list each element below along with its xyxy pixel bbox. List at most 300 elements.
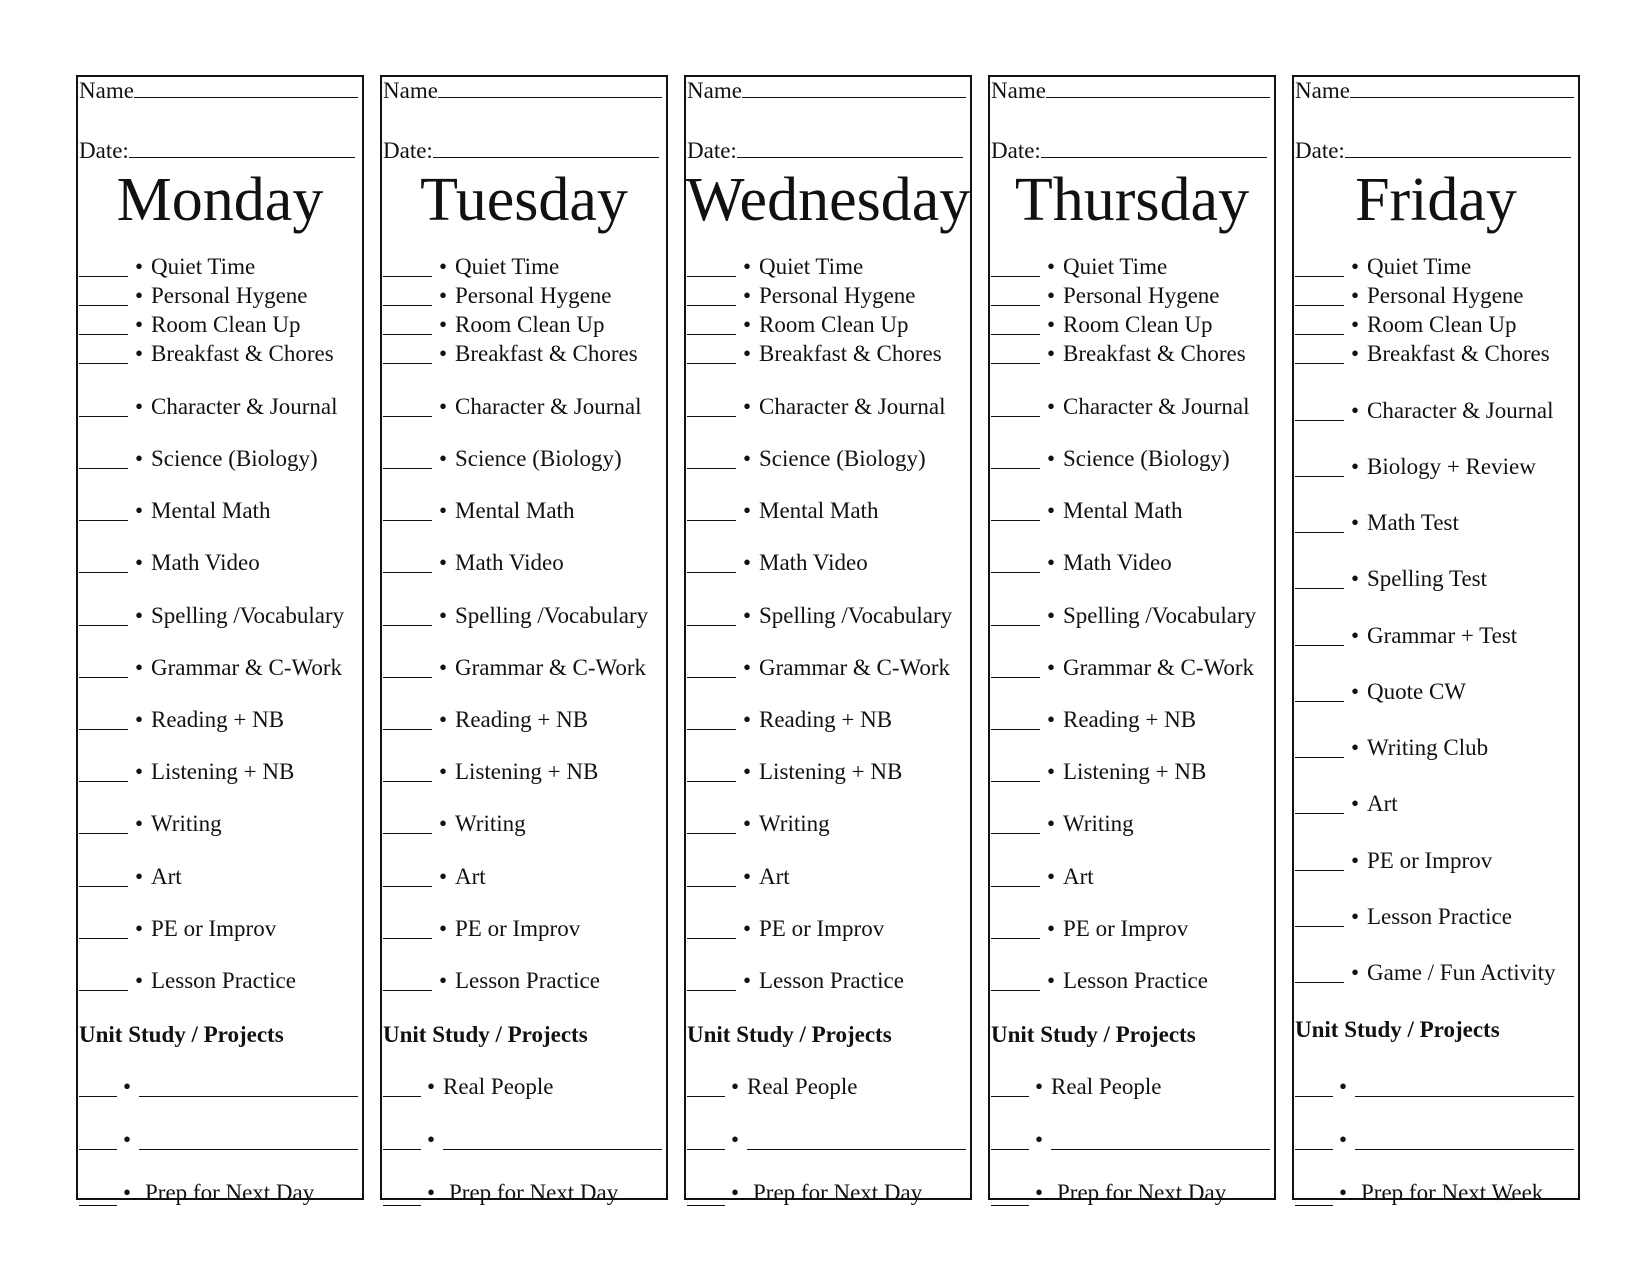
task-item (687, 810, 970, 838)
task-check-blank[interactable] (1295, 926, 1344, 927)
task-label: Spelling /Vocabulary (455, 603, 649, 628)
task-label: PE or Improv (455, 916, 581, 941)
name-field (687, 79, 966, 102)
task-check-blank[interactable] (79, 520, 128, 521)
bullet-glyph: • (439, 312, 448, 337)
bullet-glyph: • (743, 446, 752, 471)
task-item (79, 810, 362, 838)
date-label: Date: (79, 138, 129, 163)
name-label: Name (991, 78, 1046, 103)
task-check-blank[interactable] (991, 938, 1040, 939)
project-item (79, 1126, 362, 1154)
name-field (79, 79, 358, 102)
task-label: Character & Journal (1367, 398, 1554, 423)
project-item (1295, 1073, 1578, 1101)
task-label: Room Clean Up (455, 312, 605, 337)
task-item (1295, 734, 1578, 762)
task-check-blank[interactable] (383, 468, 432, 469)
task-item (79, 706, 362, 734)
bullet-glyph: • (439, 603, 448, 628)
day-column-thursday (988, 75, 1276, 1205)
bullet-glyph: • (135, 864, 144, 889)
project-check-blank[interactable] (991, 1096, 1029, 1097)
task-check-blank[interactable] (79, 305, 128, 306)
task-check-blank[interactable] (991, 334, 1040, 335)
task-label: Breakfast & Chores (759, 341, 942, 366)
task-label: Math Test (1367, 510, 1459, 535)
bullet-glyph: • (135, 341, 144, 366)
name-input-line[interactable] (1350, 96, 1574, 98)
bullet-glyph: • (743, 916, 752, 941)
prep-item (687, 1179, 970, 1207)
task-item (687, 253, 970, 281)
bullet-glyph: • (439, 341, 448, 366)
task-label: Personal Hygene (1367, 283, 1524, 308)
bullet-glyph: • (1351, 398, 1360, 423)
task-check-blank[interactable] (1295, 757, 1344, 758)
task-label: Lesson Practice (151, 968, 296, 993)
task-item (687, 282, 970, 310)
project-fill-line[interactable] (1051, 1149, 1270, 1150)
task-check-blank[interactable] (79, 276, 128, 277)
task-item (991, 654, 1274, 682)
project-fill-line[interactable] (139, 1149, 358, 1150)
bullet-glyph: • (743, 550, 752, 575)
bullet-glyph: • (1047, 864, 1056, 889)
task-check-blank[interactable] (383, 416, 432, 417)
bullet-glyph: • (1351, 254, 1360, 279)
bullet-glyph: • (1047, 446, 1056, 471)
task-check-blank[interactable] (383, 729, 432, 730)
bullet-glyph: • (135, 603, 144, 628)
task-label: Spelling Test (1367, 566, 1487, 591)
bullet-glyph: • (743, 283, 752, 308)
task-label: Reading + NB (455, 707, 589, 732)
date-input-line[interactable] (433, 156, 659, 158)
task-item (991, 758, 1274, 786)
task-item (687, 602, 970, 630)
task-label: Art (1367, 791, 1398, 816)
task-check-blank[interactable] (991, 781, 1040, 782)
task-check-blank[interactable] (383, 833, 432, 834)
task-item (79, 253, 362, 281)
task-check-blank[interactable] (687, 334, 736, 335)
task-check-blank[interactable] (687, 677, 736, 678)
task-item (991, 810, 1274, 838)
task-item (991, 311, 1274, 339)
project-check-blank[interactable] (687, 1149, 725, 1150)
name-label: Name (383, 78, 438, 103)
day-title: Monday (116, 166, 324, 234)
task-item (1295, 311, 1578, 339)
task-check-blank[interactable] (79, 416, 128, 417)
bullet-glyph: • (439, 759, 448, 784)
task-item (1295, 509, 1578, 537)
bullet-glyph: • (743, 759, 752, 784)
bullet-glyph: • (135, 759, 144, 784)
task-item (687, 863, 970, 891)
task-item (383, 810, 666, 838)
project-check-blank[interactable] (383, 1096, 421, 1097)
bullet-glyph: • (135, 254, 144, 279)
prep-check-blank[interactable] (79, 1205, 117, 1206)
day-title: Friday (1355, 166, 1517, 234)
task-check-blank[interactable] (687, 468, 736, 469)
task-item (79, 863, 362, 891)
bullet-glyph: • (427, 1180, 436, 1205)
task-item (687, 549, 970, 577)
task-item (687, 311, 970, 339)
project-check-blank[interactable] (383, 1149, 421, 1150)
day-column-wednesday (684, 75, 972, 1205)
task-label: Mental Math (1063, 498, 1183, 523)
task-check-blank[interactable] (687, 729, 736, 730)
prep-check-blank[interactable] (1295, 1205, 1333, 1206)
task-check-blank[interactable] (991, 625, 1040, 626)
prep-label: Prep for Next Day (449, 1180, 619, 1205)
task-check-blank[interactable] (79, 781, 128, 782)
bullet-glyph: • (439, 655, 448, 680)
date-input-line[interactable] (129, 156, 355, 158)
task-label: Writing (151, 811, 222, 836)
task-item (1295, 282, 1578, 310)
task-check-blank[interactable] (991, 990, 1040, 991)
bullet-glyph: • (1047, 254, 1056, 279)
date-field (991, 139, 1267, 162)
bullet-glyph: • (135, 968, 144, 993)
task-label: Grammar & C-Work (151, 655, 343, 680)
task-check-blank[interactable] (687, 938, 736, 939)
task-check-blank[interactable] (687, 781, 736, 782)
bullet-glyph: • (731, 1180, 740, 1205)
task-label: PE or Improv (1367, 848, 1493, 873)
task-check-blank[interactable] (1295, 363, 1344, 364)
bullet-glyph: • (1047, 312, 1056, 337)
task-check-blank[interactable] (79, 833, 128, 834)
task-label: Grammar & C-Work (1063, 655, 1255, 680)
project-fill-line[interactable] (443, 1149, 662, 1150)
prep-label: Prep for Next Day (145, 1180, 315, 1205)
day-column-friday (1292, 75, 1580, 1205)
task-label: Art (151, 864, 182, 889)
task-item (991, 967, 1274, 995)
task-check-blank[interactable] (687, 990, 736, 991)
task-label: Room Clean Up (1367, 312, 1517, 337)
task-label: Listening + NB (151, 759, 295, 784)
name-input-line[interactable] (1046, 96, 1270, 98)
bullet-glyph: • (135, 498, 144, 523)
task-item (687, 915, 970, 943)
bullet-glyph: • (1351, 848, 1360, 873)
task-check-blank[interactable] (383, 938, 432, 939)
task-item (383, 602, 666, 630)
task-check-blank[interactable] (687, 363, 736, 364)
task-label: Biology + Review (1367, 454, 1536, 479)
bullet-glyph: • (1339, 1127, 1348, 1152)
prep-item (991, 1179, 1274, 1207)
name-input-line[interactable] (134, 96, 358, 98)
task-check-blank[interactable] (79, 363, 128, 364)
date-label: Date: (687, 138, 737, 163)
task-item (383, 654, 666, 682)
task-label: Breakfast & Chores (1063, 341, 1246, 366)
bullet-glyph: • (135, 446, 144, 471)
prep-check-blank[interactable] (991, 1205, 1029, 1206)
task-label: Math Video (1063, 550, 1172, 575)
task-item (687, 654, 970, 682)
task-label: Math Video (151, 550, 260, 575)
task-check-blank[interactable] (687, 833, 736, 834)
task-check-blank[interactable] (1295, 982, 1344, 983)
task-check-blank[interactable] (687, 886, 736, 887)
name-field (383, 79, 662, 102)
bullet-glyph: • (135, 707, 144, 732)
bullet-glyph: • (1047, 341, 1056, 366)
task-label: Science (Biology) (1063, 446, 1230, 471)
project-fill-line[interactable] (1355, 1096, 1574, 1097)
bullet-glyph: • (743, 341, 752, 366)
task-label: Art (455, 864, 486, 889)
project-label: Real People (443, 1074, 554, 1099)
bullet-glyph: • (1047, 759, 1056, 784)
bullet-glyph: • (743, 811, 752, 836)
prep-check-blank[interactable] (383, 1205, 421, 1206)
task-check-blank[interactable] (1295, 588, 1344, 589)
task-check-blank[interactable] (687, 276, 736, 277)
task-label: Character & Journal (759, 394, 946, 419)
task-check-blank[interactable] (991, 416, 1040, 417)
task-check-blank[interactable] (1295, 305, 1344, 306)
project-check-blank[interactable] (79, 1149, 117, 1150)
prep-item (79, 1179, 362, 1207)
bullet-glyph: • (1047, 707, 1056, 732)
task-label: Grammar & C-Work (455, 655, 647, 680)
task-check-blank[interactable] (991, 572, 1040, 573)
task-item (991, 497, 1274, 525)
project-check-blank[interactable] (991, 1149, 1029, 1150)
task-check-blank[interactable] (383, 990, 432, 991)
project-check-blank[interactable] (1295, 1149, 1333, 1150)
task-item (687, 497, 970, 525)
task-item (383, 340, 666, 368)
task-check-blank[interactable] (79, 886, 128, 887)
task-check-blank[interactable] (991, 276, 1040, 277)
task-label: Listening + NB (1063, 759, 1207, 784)
bullet-glyph: • (135, 655, 144, 680)
project-check-blank[interactable] (1295, 1096, 1333, 1097)
task-check-blank[interactable] (79, 677, 128, 678)
bullet-glyph: • (123, 1127, 132, 1152)
task-label: Mental Math (151, 498, 271, 523)
bullet-glyph: • (1047, 550, 1056, 575)
task-item (79, 340, 362, 368)
task-check-blank[interactable] (1295, 420, 1344, 421)
project-fill-line[interactable] (139, 1096, 358, 1097)
bullet-glyph: • (743, 603, 752, 628)
task-check-blank[interactable] (383, 677, 432, 678)
task-check-blank[interactable] (383, 520, 432, 521)
task-check-blank[interactable] (991, 677, 1040, 678)
day-column-tuesday (380, 75, 668, 1205)
task-check-blank[interactable] (1295, 334, 1344, 335)
task-label: PE or Improv (151, 916, 277, 941)
task-item (1295, 678, 1578, 706)
task-check-blank[interactable] (1295, 813, 1344, 814)
task-item (79, 602, 362, 630)
name-label: Name (687, 78, 742, 103)
task-item (79, 393, 362, 421)
task-check-blank[interactable] (79, 729, 128, 730)
task-item (991, 706, 1274, 734)
task-label: Personal Hygene (759, 283, 916, 308)
task-check-blank[interactable] (383, 625, 432, 626)
bullet-glyph: • (743, 655, 752, 680)
date-input-line[interactable] (1345, 156, 1571, 158)
bullet-glyph: • (135, 283, 144, 308)
task-item (383, 282, 666, 310)
task-check-blank[interactable] (991, 833, 1040, 834)
task-check-blank[interactable] (1295, 532, 1344, 533)
task-check-blank[interactable] (383, 334, 432, 335)
bullet-glyph: • (439, 811, 448, 836)
bullet-glyph: • (439, 394, 448, 419)
task-label: Writing (1063, 811, 1134, 836)
task-item (79, 915, 362, 943)
task-label: Spelling /Vocabulary (151, 603, 345, 628)
task-check-blank[interactable] (79, 572, 128, 573)
task-label: PE or Improv (759, 916, 885, 941)
task-check-blank[interactable] (1295, 870, 1344, 871)
task-check-blank[interactable] (991, 729, 1040, 730)
task-check-blank[interactable] (991, 520, 1040, 521)
task-item (991, 549, 1274, 577)
bullet-glyph: • (1047, 603, 1056, 628)
task-check-blank[interactable] (383, 276, 432, 277)
bullet-glyph: • (123, 1074, 132, 1099)
task-item (1295, 903, 1578, 931)
task-check-blank[interactable] (991, 886, 1040, 887)
task-item (687, 758, 970, 786)
task-label: Reading + NB (151, 707, 285, 732)
task-check-blank[interactable] (687, 572, 736, 573)
project-item (687, 1126, 970, 1154)
name-input-line[interactable] (438, 96, 662, 98)
task-item (383, 863, 666, 891)
task-item (687, 706, 970, 734)
bullet-glyph: • (743, 312, 752, 337)
bullet-glyph: • (1351, 566, 1360, 591)
task-check-blank[interactable] (79, 334, 128, 335)
task-item (1295, 453, 1578, 481)
task-label: Science (Biology) (151, 446, 318, 471)
task-item (1295, 340, 1578, 368)
prep-item (383, 1179, 666, 1207)
task-item (1295, 622, 1578, 650)
bullet-glyph: • (1047, 394, 1056, 419)
bullet-glyph: • (743, 864, 752, 889)
project-fill-line[interactable] (1355, 1149, 1574, 1150)
date-field (687, 139, 963, 162)
task-item (991, 393, 1274, 421)
bullet-glyph: • (1047, 968, 1056, 993)
bullet-glyph: • (439, 498, 448, 523)
project-fill-line[interactable] (747, 1149, 966, 1150)
bullet-glyph: • (1035, 1127, 1044, 1152)
bullet-glyph: • (439, 283, 448, 308)
task-label: Lesson Practice (759, 968, 904, 993)
task-check-blank[interactable] (383, 363, 432, 364)
task-check-blank[interactable] (383, 781, 432, 782)
task-check-blank[interactable] (383, 886, 432, 887)
task-check-blank[interactable] (1295, 476, 1344, 477)
project-item (1295, 1126, 1578, 1154)
task-item (687, 340, 970, 368)
task-item (1295, 847, 1578, 875)
bullet-glyph: • (743, 498, 752, 523)
day-title: Thursday (1014, 166, 1250, 234)
task-check-blank[interactable] (687, 625, 736, 626)
task-check-blank[interactable] (79, 468, 128, 469)
task-label: Reading + NB (1063, 707, 1197, 732)
task-item (1295, 565, 1578, 593)
task-check-blank[interactable] (383, 305, 432, 306)
task-check-blank[interactable] (687, 305, 736, 306)
task-check-blank[interactable] (383, 572, 432, 573)
task-label: Listening + NB (759, 759, 903, 784)
task-item (991, 282, 1274, 310)
date-input-line[interactable] (737, 156, 963, 158)
task-item (383, 311, 666, 339)
bullet-glyph: • (123, 1180, 132, 1205)
date-input-line[interactable] (1041, 156, 1267, 158)
task-item (79, 758, 362, 786)
bullet-glyph: • (731, 1074, 740, 1099)
task-item (383, 758, 666, 786)
task-check-blank[interactable] (79, 938, 128, 939)
date-field (79, 139, 355, 162)
name-input-line[interactable] (742, 96, 966, 98)
task-item (991, 340, 1274, 368)
task-check-blank[interactable] (79, 990, 128, 991)
task-label: Breakfast & Chores (455, 341, 638, 366)
task-label: Art (759, 864, 790, 889)
bullet-glyph: • (1047, 655, 1056, 680)
task-check-blank[interactable] (1295, 645, 1344, 646)
project-check-blank[interactable] (687, 1096, 725, 1097)
prep-check-blank[interactable] (687, 1205, 725, 1206)
date-field (1295, 139, 1571, 162)
task-label: Spelling /Vocabulary (759, 603, 953, 628)
task-label: Quiet Time (1063, 254, 1168, 279)
project-check-blank[interactable] (79, 1096, 117, 1097)
task-check-blank[interactable] (687, 520, 736, 521)
task-item (383, 445, 666, 473)
task-check-blank[interactable] (79, 625, 128, 626)
task-check-blank[interactable] (687, 416, 736, 417)
task-item (79, 654, 362, 682)
bullet-glyph: • (427, 1074, 436, 1099)
task-check-blank[interactable] (991, 305, 1040, 306)
task-check-blank[interactable] (991, 468, 1040, 469)
task-check-blank[interactable] (1295, 276, 1344, 277)
project-label: Real People (747, 1074, 858, 1099)
task-check-blank[interactable] (1295, 701, 1344, 702)
task-item (991, 602, 1274, 630)
task-item (383, 915, 666, 943)
task-check-blank[interactable] (991, 363, 1040, 364)
task-item (991, 863, 1274, 891)
task-label: Writing (759, 811, 830, 836)
